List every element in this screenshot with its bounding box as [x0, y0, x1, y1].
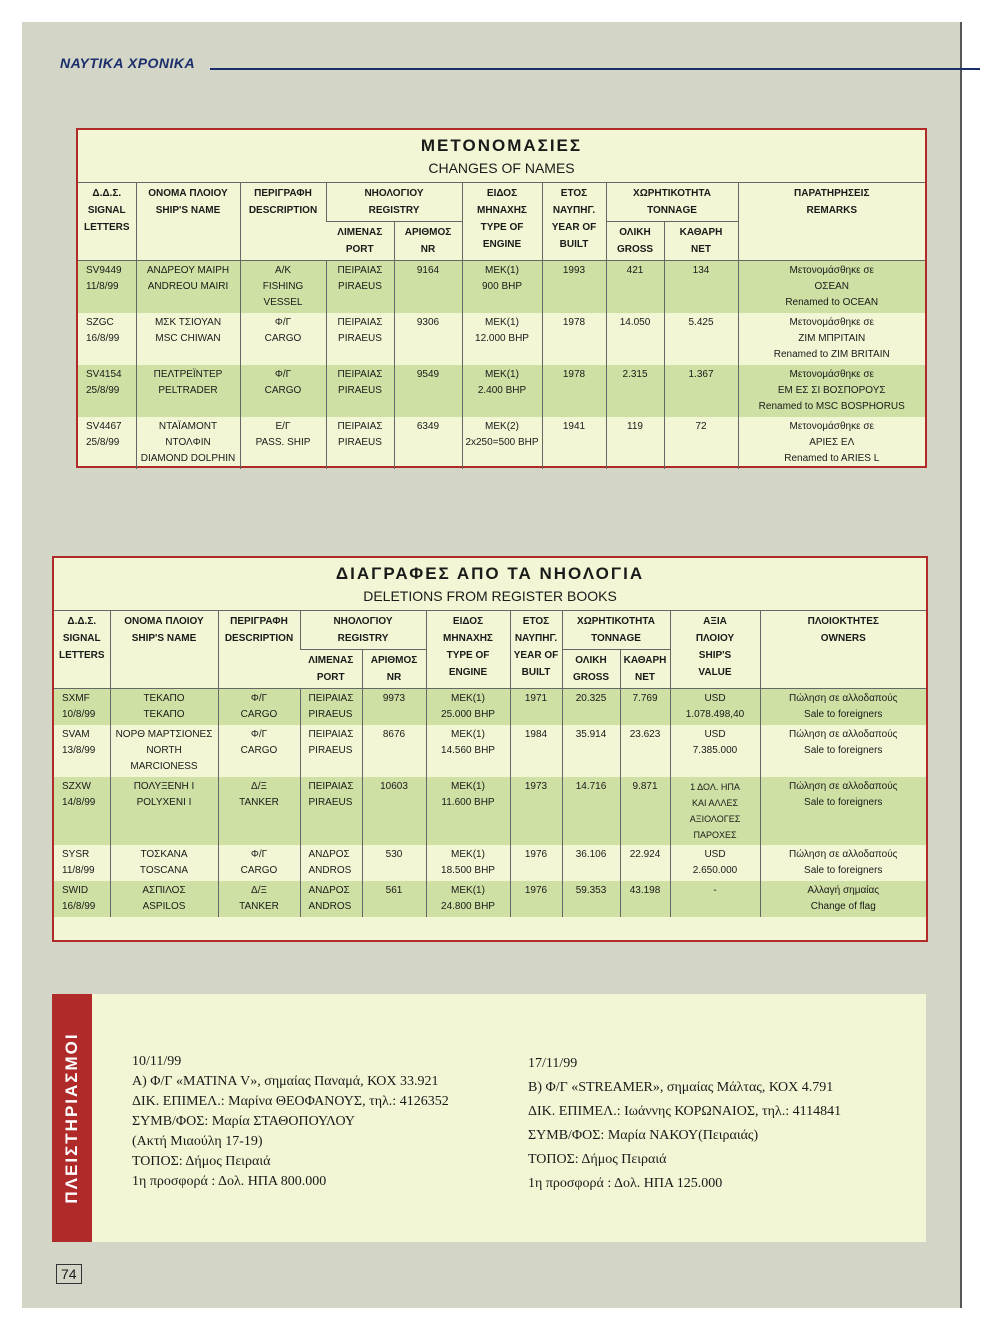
auction-line: ΣΥΜΒ/ΦΟΣ: Μαρία ΝΑΚΟΥ(Πειραιάς): [528, 1128, 759, 1143]
auctions-tab: [52, 994, 92, 1242]
changes-subtitle: CHANGES OF NAMES: [428, 160, 575, 176]
header-tonnage: ΧΩΡΗΤΙΚΟΤΗΤΑ TONNAGE: [562, 611, 670, 650]
auction-line: ΤΟΠΟΣ: Δήμος Πειραιά: [528, 1152, 667, 1167]
header-year: ΕΤΟΣ ΝΑΥΠΗΓ. YEAR OF BUILT: [510, 611, 562, 689]
header-engine: ΕΙΔΟΣ ΜΗΝΑΧΗΣ TYPE OF ENGINE: [426, 611, 510, 689]
header-description: ΠΕΡΙΓΡΑΦΗ DESCRIPTION: [240, 183, 326, 261]
header-registry: ΝΗΟΛΟΓΙΟΥ REGISTRY: [300, 611, 426, 650]
table-row: SXMF 10/8/99 ΤΕΚΑΠΟ ΤΕΚΑΠΟ Φ/Γ CARGO ΠΕΙΡΑΙΑΣ PIRAEUS 9973 ΜΕΚ(1) 25.000 BHP 1971 20.325 7.769 USD 1.078.498,40 Πώληση σε αλλοδαπούς Sale to foreigners: [54, 689, 926, 726]
header-remarks: ΠΑΡΑΤΗΡΗΣΕΙΣ REMARKS: [738, 183, 925, 261]
header-description: ΠΕΡΙΓΡΑΦΗ DESCRIPTION: [218, 611, 300, 689]
header-nr: ΑΡΙΘΜΟΣ NR: [362, 650, 426, 689]
auction-line: ΔΙΚ. ΕΠΙΜΕΛ.: Μαρίνα ΘΕΟΦΑΝΟΥΣ, τηλ.: 4126352: [132, 1094, 449, 1109]
auction-date: 10/11/99: [132, 1054, 182, 1069]
header-signal: Δ.Δ.Σ. SIGNAL LETTERS: [54, 611, 110, 689]
auction-line: (Ακτή Μιαούλη 17-19): [132, 1134, 263, 1149]
masthead-rule: [210, 68, 980, 70]
header-tonnage: ΧΩΡΗΤΙΚΟΤΗΤΑ TONNAGE: [606, 183, 738, 222]
header-port: ΛΙΜΕΝΑΣ PORT: [300, 650, 362, 689]
header-ship-name: ΟΝΟΜΑ ΠΛΟΙΟΥ SHIP'S NAME: [136, 183, 240, 261]
header-gross: ΟΛΙΚΗ GROSS: [606, 222, 664, 261]
deletions-table: [54, 610, 926, 917]
deletions-subtitle: DELETIONS FROM REGISTER BOOKS: [363, 588, 617, 604]
table-row: SVAM 13/8/99 ΝΟΡΘ ΜΑΡΤΣΙΟΝΕΣ NORTH MARCIONESS Φ/Γ CARGO ΠΕΙΡΑΙΑΣ PIRAEUS 8676 ΜΕΚ(1) 14.560 BHP 1984 35.914 23.623 USD 7.385.000 Πώληση σε αλλοδαπούς Sale to foreigners: [54, 725, 926, 777]
table-row: SZXW 14/8/99 ΠΟΛΥΞΕΝΗ Ι POLYXENI I Δ/Ξ TANKER ΠΕΙΡΑΙΑΣ PIRAEUS 10603 ΜΕΚ(1) 11.600 BHP 1973 14.716 9.871 1 ΔΟΛ. ΗΠΑ ΚΑΙ ΑΛΛΕΣ ΑΞΙΟΛΟΓΕΣ ΠΑΡΟΧΕΣ Πώληση σε αλλοδαπούς Sale to foreigners: [54, 777, 926, 845]
auction-line: 1η προσφορά : Δολ. ΗΠΑ 800.000: [132, 1174, 327, 1189]
deletions-panel: [52, 556, 928, 942]
table-row: SWID 16/8/99 ΑΣΠΙΛΟΣ ASPILOS Δ/Ξ TANKER ΑΝΔΡΟΣ ANDROS 561 ΜΕΚ(1) 24.800 BHP 1976 59.353 43.198 - Αλλαγή σημαίας Change of flag: [54, 881, 926, 917]
auction-line: Α) Φ/Γ «ΜΑΤΙΝΑ V», σημαίας Παναμά, ΚΟΧ 33.921: [132, 1074, 439, 1089]
auction-date: 17/11/99: [528, 1056, 578, 1071]
changes-title: ΜΕΤΟΝΟΜΑΣΙΕΣ: [420, 136, 583, 155]
table-row: SV4467 25/8/99 ΝΤΑΪΑΜΟΝΤ ΝΤΟΛΦΙΝ DIAMOND DOLPHIN Ε/Γ PASS. SHIP ΠΕΙΡΑΙΑΣ PIRAEUS 6349 ΜΕΚ(2) 2x250=500 BHP 1941 119 72 Μετονομάσθηκε σε ΑΡΙΕΣ ΕΛ Renamed to ARIES L: [78, 417, 925, 469]
header-owners: ΠΛΟΙΟΚΤΗΤΕΣ OWNERS: [760, 611, 926, 689]
header-year: ΕΤΟΣ ΝΑΥΠΗΓ. YEAR OF BUILT: [542, 183, 606, 261]
header-registry: ΝΗΟΛΟΓΙΟΥ REGISTRY: [326, 183, 462, 222]
auction-line: 1η προσφορά : Δολ. ΗΠΑ 125.000: [528, 1176, 723, 1191]
header-nr: ΑΡΙΘΜΟΣ NR: [394, 222, 462, 261]
header-net: ΚΑΘΑΡΗ NET: [664, 222, 738, 261]
auctions-tab-label: ΠΛΕΙΣΤΗΡΙΑΣΜΟΙ: [62, 1032, 81, 1204]
auction-left: [132, 1052, 449, 1192]
header-engine: ΕΙΔΟΣ ΜΗΝΑΧΗΣ TYPE OF ENGINE: [462, 183, 542, 261]
page-edge-rule: [960, 22, 962, 1308]
changes-of-names-panel: [76, 128, 927, 468]
deletions-title: ΔΙΑΓΡΑΦΕΣ ΑΠΟ ΤΑ ΝΗΟΛΟΓΙΑ: [335, 564, 645, 583]
table-row: SYSR 11/8/99 ΤΟΣΚΑΝΑ TOSCANA Φ/Γ CARGO ΑΝΔΡΟΣ ANDROS 530 ΜΕΚ(1) 18.500 BHP 1976 36.106 22.924 USD 2.650.000 Πώληση σε αλλοδαπούς Sale to foreigners: [54, 845, 926, 881]
header-ship-name: ΟΝΟΜΑ ΠΛΟΙΟΥ SHIP'S NAME: [110, 611, 218, 689]
auction-line: ΤΟΠΟΣ: Δήμος Πειραιά: [132, 1154, 271, 1169]
changes-table: [78, 182, 925, 469]
header-value: ΑΞΙΑ ΠΛΟΙΟΥ SHIP'S VALUE: [670, 611, 760, 689]
page-number: 74: [56, 1264, 82, 1284]
table-row: SV4154 25/8/99 ΠΕΛΤΡΕΪΝΤΕΡ PELTRADER Φ/Γ CARGO ΠΕΙΡΑΙΑΣ PIRAEUS 9549 ΜΕΚ(1) 2.400 BHP 1978 2.315 1.367 Μετονομάσθηκε σε ΕΜ ΕΣ ΣΙ ΒΟΣΠΟΡΟΥΣ Renamed to MSC BOSPHORUS: [78, 365, 925, 417]
masthead: ΝΑΥΤΙΚΑ ΧΡΟΝΙΚΑ: [60, 55, 196, 71]
table-row: SZGC 16/8/99 ΜΣΚ ΤΣΙΟΥΑΝ MSC CHIWAN Φ/Γ CARGO ΠΕΙΡΑΙΑΣ PIRAEUS 9306 ΜΕΚ(1) 12.000 BHP 1978 14.050 5.425 Μετονομάσθηκε σε ΖΙΜ ΜΠΡΙΤΑΙΝ Renamed to ZIM BRITAIN: [78, 313, 925, 365]
table-row: SV9449 11/8/99 ΑΝΔΡΕΟΥ ΜΑΙΡΗ ANDREOU MAIRI Α/Κ FISHING VESSEL ΠΕΙΡΑΙΑΣ PIRAEUS 9164 ΜΕΚ(1) 900 BHP 1993 421 134 Μετονομάσθηκε σε ΟΣΕΑΝ Renamed to OCEAN: [78, 261, 925, 314]
header-signal: Δ.Δ.Σ. SIGNAL LETTERS: [78, 183, 136, 261]
auction-right: [528, 1052, 841, 1196]
auction-line: ΣΥΜΒ/ΦΟΣ: Μαρία ΣΤΑΘΟΠΟΥΛΟΥ: [132, 1114, 355, 1129]
header-gross: ΟΛΙΚΗ GROSS: [562, 650, 620, 689]
auction-line: ΔΙΚ. ΕΠΙΜΕΛ.: Ιωάννης ΚΟΡΩΝΑΙΟΣ, τηλ.: 4114841: [528, 1104, 842, 1119]
header-port: ΛΙΜΕΝΑΣ PORT: [326, 222, 394, 261]
header-net: ΚΑΘΑΡΗ NET: [620, 650, 670, 689]
auction-line: Β) Φ/Γ «STREAMER», σημαίας Μάλτας, ΚΟΧ 4.791: [528, 1080, 834, 1095]
